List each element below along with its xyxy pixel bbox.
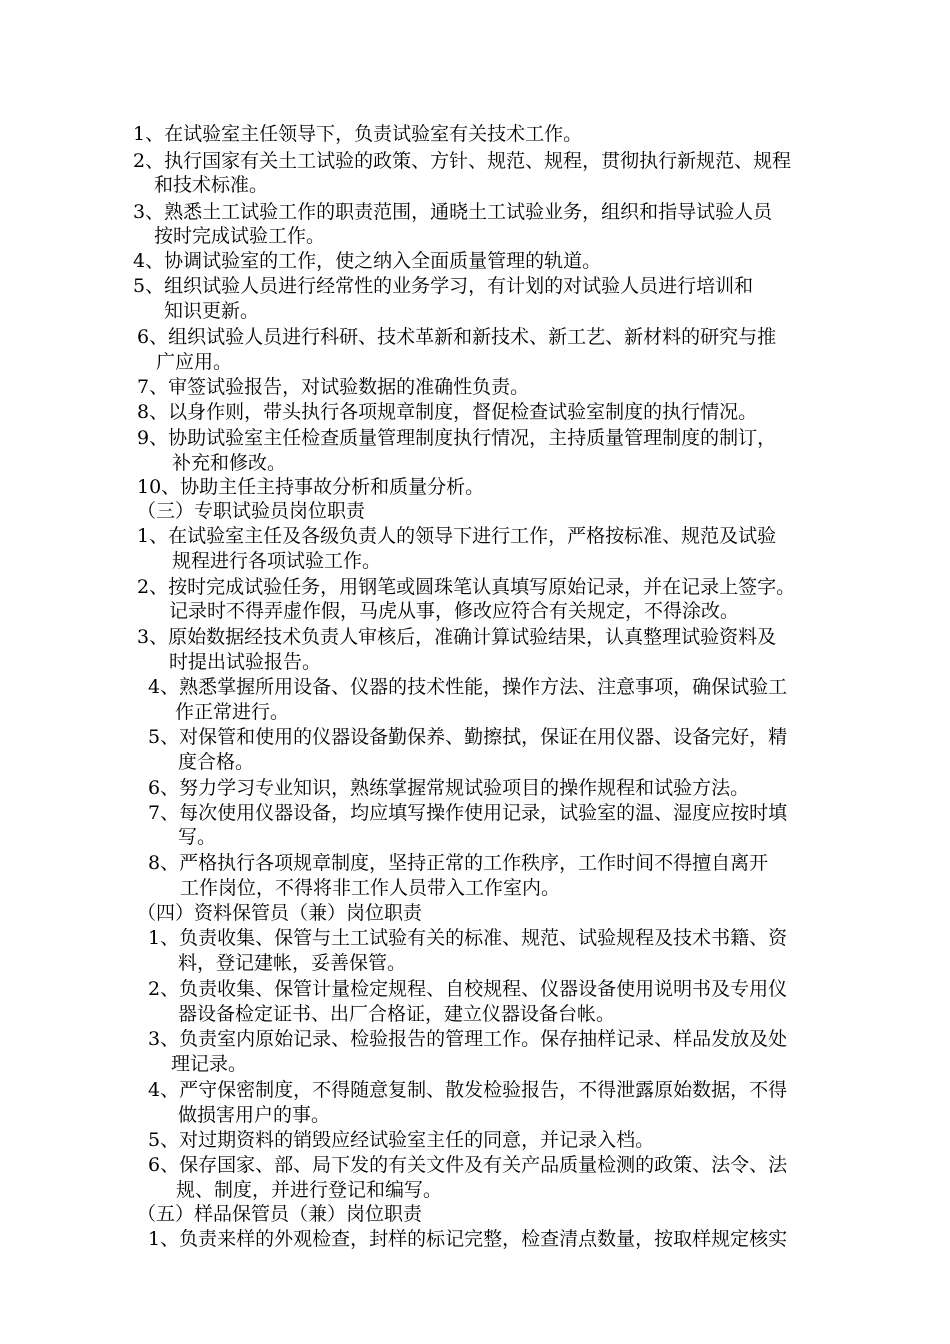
text-line: 料，登记建帐，妥善保管。 [178,952,407,974]
text-line: 6、努力学习专业知识，熟练掌握常规试验项目的操作规程和试验方法。 [148,777,750,799]
section-heading: （五）样品保管员（兼）岗位职责 [137,1203,423,1225]
text-line: 1、负责来样的外观检查，封样的标记完整，检查清点数量，按取样规定核实 [148,1228,788,1250]
section-heading: （三）专职试验员岗位职责 [137,500,366,522]
text-line: 1、在试验室主任及各级负责人的领导下进行工作，严格按标准、规范及试验 [137,525,777,547]
text-line: 按时完成试验工作。 [154,225,326,247]
text-line: 理记录。 [171,1053,248,1075]
text-line: 广应用。 [156,351,233,373]
text-line: 9、协助试验室主任检查质量管理制度执行情况，主持质量管理制度的制订， [137,427,777,449]
text-line: 10、协助主任主持事故分析和质量分析。 [137,476,485,498]
text-line: 4、熟悉掌握所用设备、仪器的技术性能，操作方法、注意事项，确保试验工 [148,676,788,698]
text-line: 5、对过期资料的销毁应经试验室主任的同意，并记录入档。 [148,1129,655,1151]
text-line: 2、执行国家有关土工试验的政策、方针、规范、规程，贯彻执行新规范、规程 [133,150,792,172]
text-line: 1、在试验室主任领导下，负责试验室有关技术工作。 [133,123,583,145]
text-line: 2、负责收集、保管计量检定规程、自校规程、仪器设备使用说明书及专用仪 [148,978,788,1000]
text-line: 做损害用户的事。 [178,1104,331,1126]
text-line: 6、保存国家、部、局下发的有关文件及有关产品质量检测的政策、法令、法 [148,1154,788,1176]
text-line: 记录时不得弄虚作假，马虎从事，修改应符合有关规定，不得涂改。 [169,600,740,622]
text-line: 3、原始数据经技术负责人审核后，准确计算试验结果，认真整理试验资料及 [137,626,777,648]
text-line: 7、审签试验报告，对试验数据的准确性负责。 [137,376,530,398]
text-line: 作正常进行。 [175,701,290,723]
text-line: 写。 [178,826,217,848]
text-line: 器设备检定证书、出厂合格证，建立仪器设备台帐。 [178,1003,616,1025]
text-line: 规、制度，并进行登记和编写。 [176,1179,443,1201]
text-line: 度合格。 [178,751,255,773]
text-line: 和技术标准。 [154,174,269,196]
text-line: 7、每次使用仪器设备，均应填写操作使用记录，试验室的温、湿度应按时填 [148,802,788,824]
text-line: 4、协调试验室的工作，使之纳入全面质量管理的轨道。 [133,250,602,272]
text-line: 4、严守保密制度，不得随意复制、散发检验报告，不得泄露原始数据，不得 [148,1079,788,1101]
text-line: 3、熟悉土工试验工作的职责范围，通晓土工试验业务，组织和指导试验人员 [133,201,773,223]
text-line: 时提出试验报告。 [169,651,322,673]
text-line: 5、对保管和使用的仪器设备勤保养、勤擦拭，保证在用仪器、设备完好，精 [148,726,788,748]
text-line: 5、组织试验人员进行经常性的业务学习，有计划的对试验人员进行培训和 [133,275,754,297]
section-heading: （四）资料保管员（兼）岗位职责 [137,902,423,924]
text-line: 工作岗位，不得将非工作人员带入工作室内。 [180,877,561,899]
text-line: 3、负责室内原始记录、检验报告的管理工作。保存抽样记录、样品发放及处 [148,1028,788,1050]
text-line: 规程进行各项试验工作。 [172,550,382,572]
text-line: 1、负责收集、保管与土工试验有关的标准、规范、试验规程及技术书籍、资 [148,927,788,949]
text-line: 补充和修改。 [172,452,287,474]
text-line: 8、严格执行各项规章制度，坚持正常的工作秩序，工作时间不得擅自离开 [148,852,769,874]
text-line: 知识更新。 [164,300,260,322]
text-line: 6、组织试验人员进行科研、技术革新和新技术、新工艺、新材料的研究与推 [137,326,777,348]
text-line: 8、以身作则，带头执行各项规章制度，督促检查试验室制度的执行情况。 [137,401,758,423]
text-line: 2、按时完成试验任务，用钢笔或圆珠笔认真填写原始记录，并在记录上签字。 [137,576,796,598]
